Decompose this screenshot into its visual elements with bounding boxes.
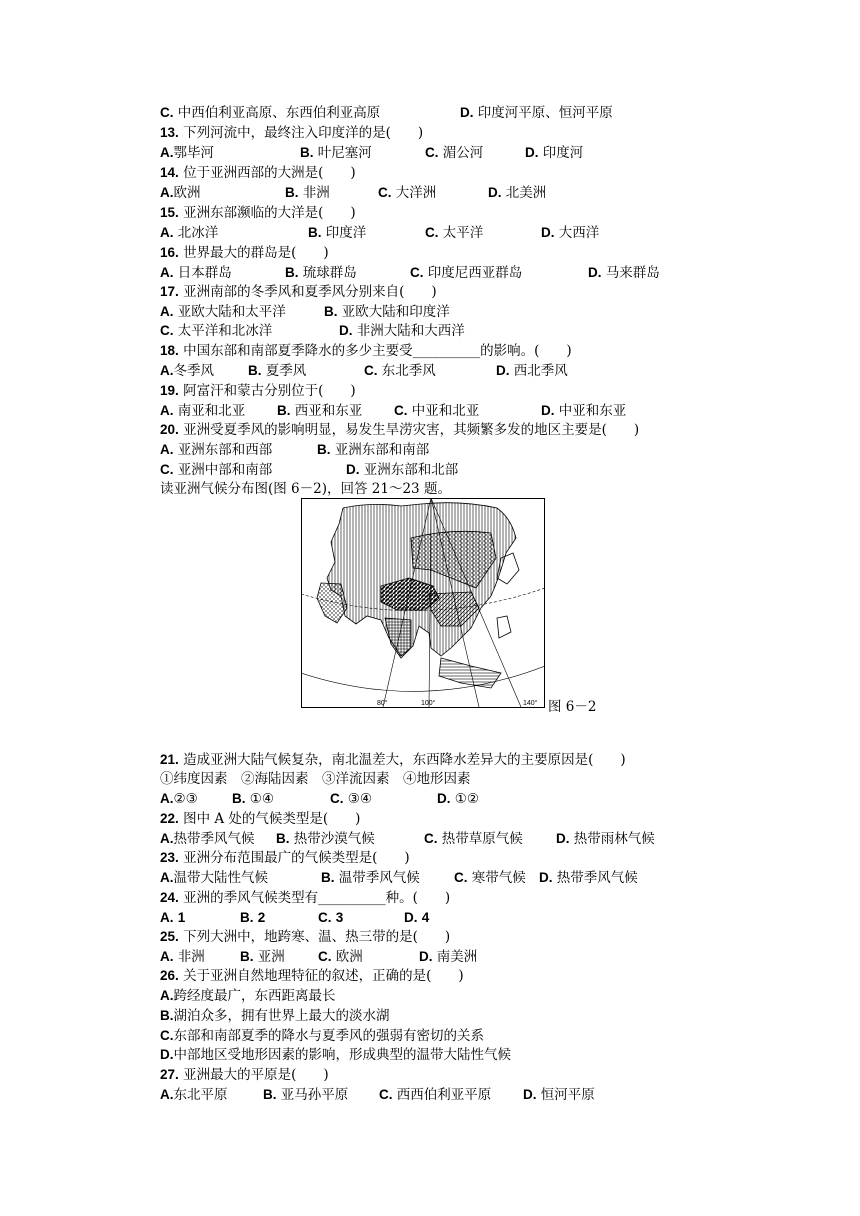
option-d: D. 热带雨林气候 [556, 831, 655, 847]
option-b: B. 非洲 [285, 185, 330, 201]
option-a: A. 非洲 [160, 949, 205, 965]
question-14: 14. 位于亚洲西部的大洲是( ) [160, 165, 356, 181]
option-c: C. 湄公河 [425, 145, 484, 161]
option-b: B. 叶尼塞河 [300, 145, 372, 161]
option-c: C. 东北季风 [364, 363, 436, 379]
option-b: B. 亚马孙平原 [263, 1087, 349, 1103]
option-c: C. 热带草原气候 [424, 831, 523, 847]
question-21: 21. 造成亚洲大陆气候复杂，南北温差大，东西降水差异大的主要原因是( ) [160, 752, 626, 768]
option-c: C. 大洋洲 [378, 185, 437, 201]
option-b: B. 热带沙漠气候 [276, 831, 375, 847]
option-a: A. 1 [160, 910, 186, 925]
lon-label-140: 140° [523, 700, 538, 707]
option-d: D. 西北季风 [496, 363, 568, 379]
asia-climate-map [301, 498, 545, 708]
question-16: 16. 世界最大的群岛是( ) [160, 245, 329, 261]
option-d: D. 南美洲 [419, 949, 478, 965]
option-b: B. ①④ [232, 791, 275, 807]
option-a: A.跨经度最广，东西距离最长 [160, 988, 336, 1004]
option-b: B. 2 [240, 910, 266, 925]
option-c: C. ③④ [330, 791, 373, 807]
option-a: A.东北平原 [160, 1087, 228, 1103]
factor-list: ①纬度因素 ②海陆因素 ③洋流因素 ④地形因素 [160, 771, 471, 787]
option-d: D. 热带季风气候 [539, 870, 638, 886]
question-25: 25. 下列大洲中，地跨寒、温、热三带的是( ) [160, 929, 451, 945]
option-a: A.冬季风 [160, 363, 214, 379]
option-b: B. 亚洲 [240, 949, 285, 965]
option-c: C. 欧洲 [318, 949, 363, 965]
option-c: C. 亚洲中部和南部 [160, 462, 273, 478]
option-c: C. 中亚和北亚 [394, 403, 480, 419]
option-b: B. 亚洲东部和南部 [317, 442, 430, 458]
option-c: C. 太平洋和北冰洋 [160, 323, 273, 339]
option-a: A. 日本群岛 [160, 265, 232, 281]
lon-label-80: 80° [377, 700, 388, 707]
option-a: A. 亚洲东部和西部 [160, 442, 273, 458]
question-19: 19. 阿富汗和蒙古分别位于( ) [160, 383, 356, 399]
option-a: A. 北冰洋 [160, 225, 219, 241]
option-b: B. 夏季风 [248, 363, 307, 379]
option-d: D. ①② [437, 791, 480, 807]
option-d: D. 亚洲东部和北部 [346, 462, 459, 478]
option-c: C. 西西伯利亚平原 [379, 1087, 492, 1103]
option-b: B. 亚欧大陆和印度洋 [324, 304, 450, 320]
option-a: A.温带大陆性气候 [160, 870, 268, 886]
question-26: 26. 关于亚洲自然地理特征的叙述，正确的是( ) [160, 968, 464, 984]
question-17: 17. 亚洲南部的冬季风和夏季风分别来自( ) [160, 284, 437, 300]
option-d: D. 中亚和东亚 [541, 403, 627, 419]
option-c: C. 3 [318, 910, 344, 925]
map-intro: 读亚洲气候分布图(图 6－2)，回答 21～23 题。 [160, 481, 451, 497]
option-line: D. 印度河平原、恒河平原 [460, 105, 613, 121]
option-c: C.东部和南部夏季的降水与夏季风的强弱有密切的关系 [160, 1028, 484, 1044]
option-a: A. 南亚和北亚 [160, 403, 246, 419]
option-c: C. 印度尼西亚群岛 [410, 265, 523, 281]
option-d: D.中部地区受地形因素的影响，形成典型的温带大陆性气候 [160, 1047, 511, 1063]
question-24: 24. 亚洲的季风气候类型有__________种。( ) [160, 890, 451, 906]
figure-caption: 图 6－2 [548, 699, 597, 715]
question-23: 23. 亚洲分布范围最广的气候类型是( ) [160, 850, 410, 866]
lon-label-100: 100° [421, 700, 436, 707]
option-d: D. 4 [404, 910, 430, 925]
option-line: C. 中西伯利亚高原、东西伯利亚高原 [160, 105, 381, 121]
option-b: B. 温带季风气候 [321, 870, 420, 886]
option-b: B. 琉球群岛 [285, 265, 357, 281]
option-d: D. 印度河 [525, 145, 584, 161]
option-d: D. 马来群岛 [588, 265, 660, 281]
option-d: D. 恒河平原 [523, 1087, 595, 1103]
option-d: D. 北美洲 [488, 185, 547, 201]
option-b: B.湖泊众多，拥有世界上最大的淡水湖 [160, 1008, 390, 1024]
option-a: A.热带季风气候 [160, 831, 255, 847]
option-d: D. 非洲大陆和大西洋 [339, 323, 465, 339]
question-20: 20. 亚洲受夏季风的影响明显，易发生旱涝灾害，其频繁多发的地区主要是( ) [160, 422, 640, 438]
question-13: 13. 下列河流中，最终注入印度洋的是( ) [160, 125, 424, 141]
option-c: C. 太平洋 [425, 225, 484, 241]
question-18: 18. 中国东部和南部夏季降水的多少主要受__________的影响。( ) [160, 343, 572, 359]
question-22: 22. 图中 A 处的气候类型是( ) [160, 811, 361, 827]
option-d: D. 大西洋 [541, 225, 600, 241]
option-c: C. 寒带气候 [454, 870, 526, 886]
option-a: A.鄂毕河 [160, 145, 214, 161]
question-15: 15. 亚洲东部濒临的大洋是( ) [160, 205, 356, 221]
option-a: A.欧洲 [160, 185, 201, 201]
option-a: A. 亚欧大陆和太平洋 [160, 304, 286, 320]
option-b: B. 印度洋 [308, 225, 367, 241]
option-b: B. 西亚和东亚 [277, 403, 363, 419]
option-a: A.②③ [160, 791, 198, 807]
question-27: 27. 亚洲最大的平原是( ) [160, 1067, 329, 1083]
